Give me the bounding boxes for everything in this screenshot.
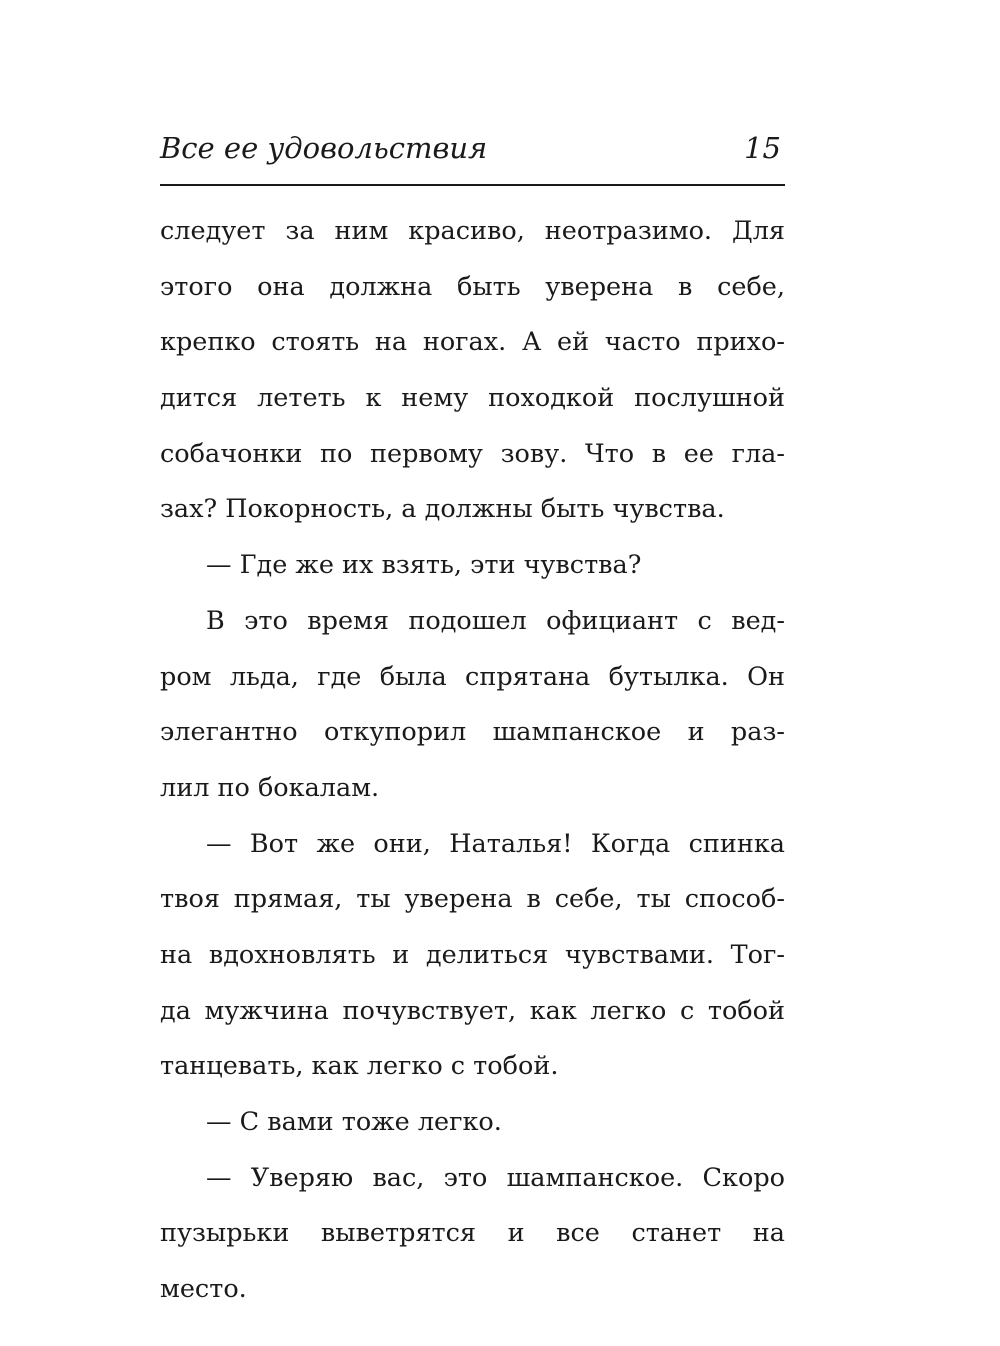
body-text bbox=[160, 204, 785, 1318]
text-line: В это время подошел официант с вед- bbox=[206, 605, 785, 636]
text-line: дится лететь к нему походкой послушной bbox=[160, 383, 785, 414]
dialogue-line: — Уверяю вас, это шампанское. Скоро bbox=[206, 1162, 785, 1193]
text-line: собачонки по первому зову. Что в ее гла- bbox=[160, 438, 785, 469]
text-line: элегантно откупорил шампанское и раз- bbox=[160, 717, 785, 748]
text-line: этого она должна быть уверена в себе, bbox=[160, 271, 785, 302]
text-line: пузырьки выветрятся и все станет на bbox=[160, 1218, 785, 1249]
text-line: следует за ним красиво, неотразимо. Для bbox=[160, 216, 785, 246]
text-line: зах? Покорность, а должны быть чувства. bbox=[160, 494, 725, 525]
page-number: 15 bbox=[744, 131, 781, 165]
text-line: ром льда, где была спрятана бутылка. Он bbox=[160, 661, 785, 692]
text-line: да мужчина почувствует, как легко с тобой bbox=[160, 995, 785, 1026]
running-header bbox=[160, 120, 785, 186]
text-line: лил по бокалам. bbox=[160, 772, 380, 803]
text-line: танцевать, как легко с тобой. bbox=[160, 1051, 559, 1082]
dialogue-line: — Где же их взять, эти чувства? bbox=[206, 550, 642, 581]
dialogue-line: — С вами тоже легко. bbox=[206, 1107, 502, 1137]
book-title: Все ее удовольствия bbox=[160, 131, 488, 165]
text-line: на вдохновлять и делиться чувствами. Тог- bbox=[160, 939, 785, 970]
text-line: место. bbox=[160, 1274, 247, 1305]
dialogue-line: — Вот же они, Наталья! Когда спинка bbox=[206, 828, 785, 859]
text-line: крепко стоять на ногах. А ей часто прихо- bbox=[160, 327, 785, 358]
text-line: твоя прямая, ты уверена в себе, ты способ- bbox=[160, 884, 785, 915]
